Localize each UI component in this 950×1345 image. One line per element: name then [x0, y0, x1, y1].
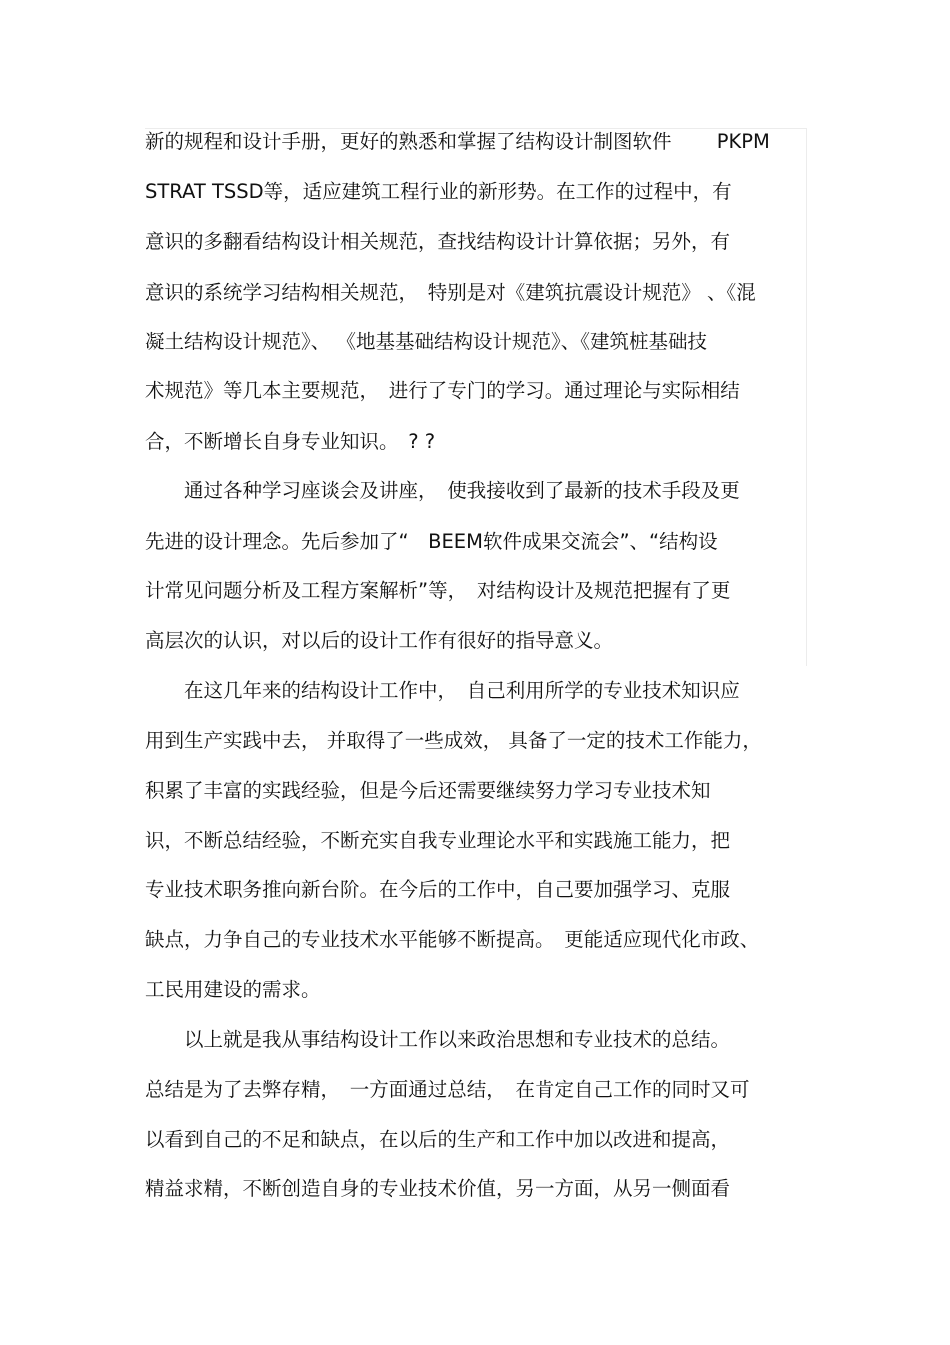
- text-line: 精益求精，不断创造自身的专业技术价值，另一方面，从另一侧面看: [145, 1177, 731, 1200]
- text-line: STRAT TSSD等，适应建筑工程行业的新形势。在工作的过程中，有: [145, 180, 732, 203]
- text-line: 专业技术职务推向新台阶。在今后的工作中，自己要加强学习、克服: [145, 878, 731, 901]
- text-line: 用到生产实践中去， 并取得了一些成效， 具备了一定的技术工作能力，: [145, 729, 762, 752]
- paragraph-first-line: 通过各种学习座谈会及讲座， 使我接收到了最新的技术手段及更: [145, 479, 740, 502]
- text-line: 工民用建设的需求。: [145, 978, 321, 1001]
- text-line: 凝土结构设计规范》、 《地基基础结构设计规范》、《建筑桩基础技: [145, 330, 707, 353]
- text-line: 先进的设计理念。先后参加了“ BEEM软件成果交流会”、“结构设: [145, 530, 718, 553]
- text-line: 新的规程和设计手册，更好的熟悉和掌握了结构设计制图软件 PKPM: [145, 130, 770, 153]
- text-line: 计常见问题分析及工程方案解析”等， 对结构设计及规范把握有了更: [145, 579, 731, 602]
- text-line: 意识的多翻看结构设计相关规范，查找结构设计计算依据；另外，有: [145, 230, 731, 253]
- text-line: 意识的系统学习结构相关规范， 特别是对《建筑抗震设计规范》 、《混: [145, 281, 756, 304]
- text-line: 术规范》等几本主要规范， 进行了专门的学习。通过理论与实际相结: [145, 379, 740, 402]
- text-line: 以看到自己的不足和缺点，在以后的生产和工作中加以改进和提高，: [145, 1128, 731, 1151]
- text-line: 高层次的认识，对以后的设计工作有很好的指导意义。: [145, 629, 614, 652]
- text-line: 识，不断总结经验，不断充实自我专业理论水平和实践施工能力，把: [145, 829, 731, 852]
- text-line: 缺点，力争自己的专业技术水平能够不断提高。 更能适应现代化市政、: [145, 928, 760, 951]
- text-line: 合，不断增长自身专业知识。 ? ?: [145, 430, 436, 453]
- text-line: 总结是为了去弊存精， 一方面通过总结， 在肯定自己工作的同时又可: [145, 1078, 750, 1101]
- paragraph-first-line: 以上就是我从事结构设计工作以来政治思想和专业技术的总结。: [145, 1028, 731, 1051]
- text-line: 积累了丰富的实践经验，但是今后还需要继续努力学习专业技术知: [145, 779, 711, 802]
- paragraph-first-line: 在这几年来的结构设计工作中， 自己利用所学的专业技术知识应: [145, 679, 740, 702]
